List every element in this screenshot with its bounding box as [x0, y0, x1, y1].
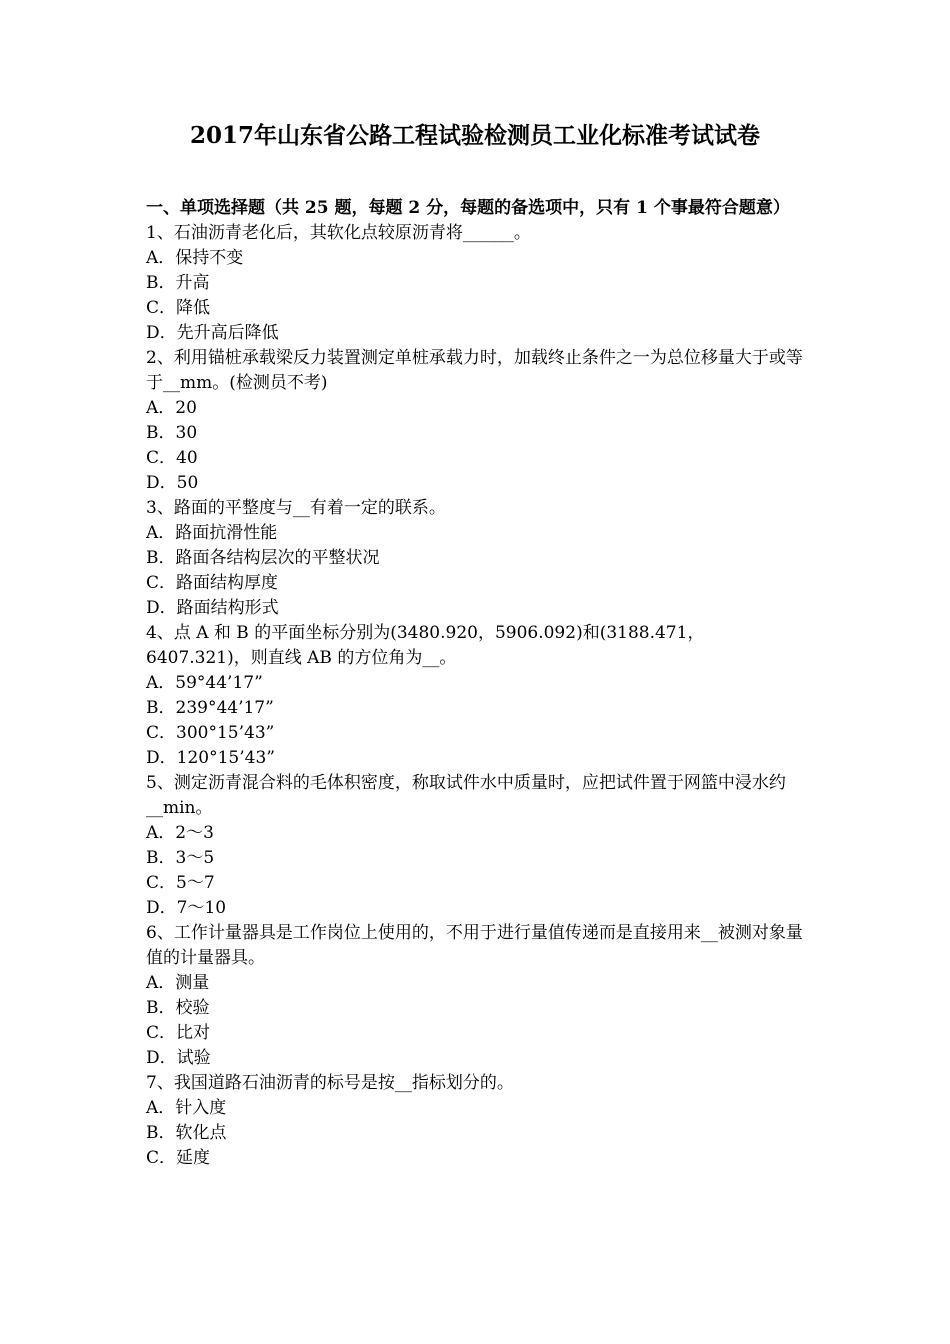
option-c: [146, 446, 808, 471]
question-2: [146, 346, 808, 496]
option-letter: D．: [146, 748, 177, 768]
option-letter: A．: [146, 973, 176, 993]
document-title: 2017年山东省公路工程试验检测员工业化标准考试试卷: [189, 122, 760, 149]
option-b: [146, 421, 808, 446]
option-text: 300°15’43”: [176, 723, 275, 743]
option-letter: B．: [146, 273, 176, 293]
option-letter: A．: [146, 523, 176, 543]
option-letter: B．: [146, 548, 176, 568]
option-letter: C．: [146, 448, 177, 468]
option-letter: A．: [146, 673, 176, 693]
option-text: 40: [176, 448, 198, 468]
option-text: 校验: [175, 998, 210, 1018]
option-text: 5～7: [176, 873, 215, 893]
question-3: [146, 496, 808, 621]
option-b: [146, 1121, 808, 1146]
option-d: [146, 746, 808, 771]
option-a: [146, 821, 808, 846]
option-letter: B．: [146, 998, 176, 1018]
option-letter: B．: [146, 848, 176, 868]
option-a: [146, 396, 808, 421]
option-text: 比对: [176, 1023, 211, 1043]
question-stem: 4、点 A 和 B 的平面坐标分别为(3480.920，5906.092)和(3188.471，6407.321)，则直线 AB 的方位角为__。: [146, 623, 705, 668]
option-text: 降低: [176, 298, 211, 318]
option-text: 延度: [176, 1148, 211, 1168]
option-c: [146, 1146, 808, 1171]
option-letter: A．: [146, 248, 176, 268]
question-7: [146, 1071, 808, 1171]
question-stem: 1、石油沥青老化后，其软化点较原沥青将______。: [146, 223, 531, 243]
option-text: 保持不变: [175, 248, 244, 268]
option-text: 路面结构厚度: [176, 573, 279, 593]
question-5: [146, 771, 808, 921]
question-stem: 7、我国道路石油沥青的标号是按__指标划分的。: [146, 1073, 514, 1093]
option-text: 测量: [175, 973, 210, 993]
option-letter: C．: [146, 573, 177, 593]
option-text: 路面各结构层次的平整状况: [175, 548, 380, 568]
option-text: 针入度: [175, 1098, 227, 1118]
option-d: [146, 1046, 808, 1071]
option-letter: A．: [146, 823, 176, 843]
option-text: 路面结构形式: [176, 598, 279, 618]
option-c: [146, 571, 808, 596]
option-letter: D．: [146, 473, 177, 493]
option-c: [146, 296, 808, 321]
option-text: 30: [175, 423, 198, 443]
option-letter: B．: [146, 1123, 176, 1143]
question-6: [146, 921, 808, 1071]
option-letter: C．: [146, 1023, 177, 1043]
option-a: [146, 671, 808, 696]
option-text: 软化点: [175, 1123, 227, 1143]
section-heading: 一、单项选择题（共 25 题，每题 2 分，每题的备选项中，只有 1 个事最符合题意）: [146, 198, 790, 218]
option-d: [146, 596, 808, 621]
option-c: [146, 871, 808, 896]
option-letter: B．: [146, 698, 176, 718]
option-b: [146, 846, 808, 871]
option-letter: C．: [146, 723, 177, 743]
option-a: [146, 1096, 808, 1121]
option-text: 路面抗滑性能: [175, 523, 278, 543]
option-text: 试验: [176, 1048, 211, 1068]
option-b: [146, 546, 808, 571]
option-c: [146, 721, 808, 746]
question-1: [146, 221, 808, 346]
document-body: [146, 196, 808, 1171]
question-stem: 3、路面的平整度与__有着一定的联系。: [146, 498, 446, 518]
question-stem: 5、测定沥青混合料的毛体积密度，称取试件水中质量时，应把试件置于网篮中浸水约__min。: [146, 773, 786, 818]
question-stem: 6、工作计量器具是工作岗位上使用的，不用于进行量值传递而是直接用来__被测对象量值的计量器具。: [146, 923, 803, 968]
option-text: 20: [175, 398, 197, 418]
option-c: [146, 1021, 808, 1046]
option-a: [146, 246, 808, 271]
option-letter: A．: [146, 1098, 176, 1118]
option-text: 59°44’17”: [175, 673, 263, 693]
option-text: 50: [176, 473, 199, 493]
option-text: 3～5: [175, 848, 215, 868]
option-letter: D．: [146, 323, 177, 343]
option-letter: D．: [146, 1048, 177, 1068]
option-d: [146, 321, 808, 346]
option-text: 升高: [175, 273, 210, 293]
option-a: [146, 521, 808, 546]
option-letter: B．: [146, 423, 176, 443]
option-letter: D．: [146, 598, 177, 618]
option-text: 7～10: [176, 898, 227, 918]
option-a: [146, 971, 808, 996]
option-d: [146, 896, 808, 921]
option-letter: D．: [146, 898, 177, 918]
option-text: 先升高后降低: [176, 323, 279, 343]
option-b: [146, 696, 808, 721]
option-letter: C．: [146, 873, 177, 893]
option-d: [146, 471, 808, 496]
option-letter: C．: [146, 1148, 177, 1168]
option-b: [146, 996, 808, 1021]
option-letter: A．: [146, 398, 176, 418]
option-text: 2～3: [175, 823, 214, 843]
option-letter: C．: [146, 298, 177, 318]
option-text: 239°44’17”: [175, 698, 274, 718]
question-stem: 2、利用锚桩承载梁反力装置测定单桩承载力时，加载终止条件之一为总位移量大于或等于__mm。(检测员不考): [146, 348, 803, 393]
question-4: [146, 621, 808, 771]
option-b: [146, 271, 808, 296]
option-text: 120°15’43”: [176, 748, 275, 768]
